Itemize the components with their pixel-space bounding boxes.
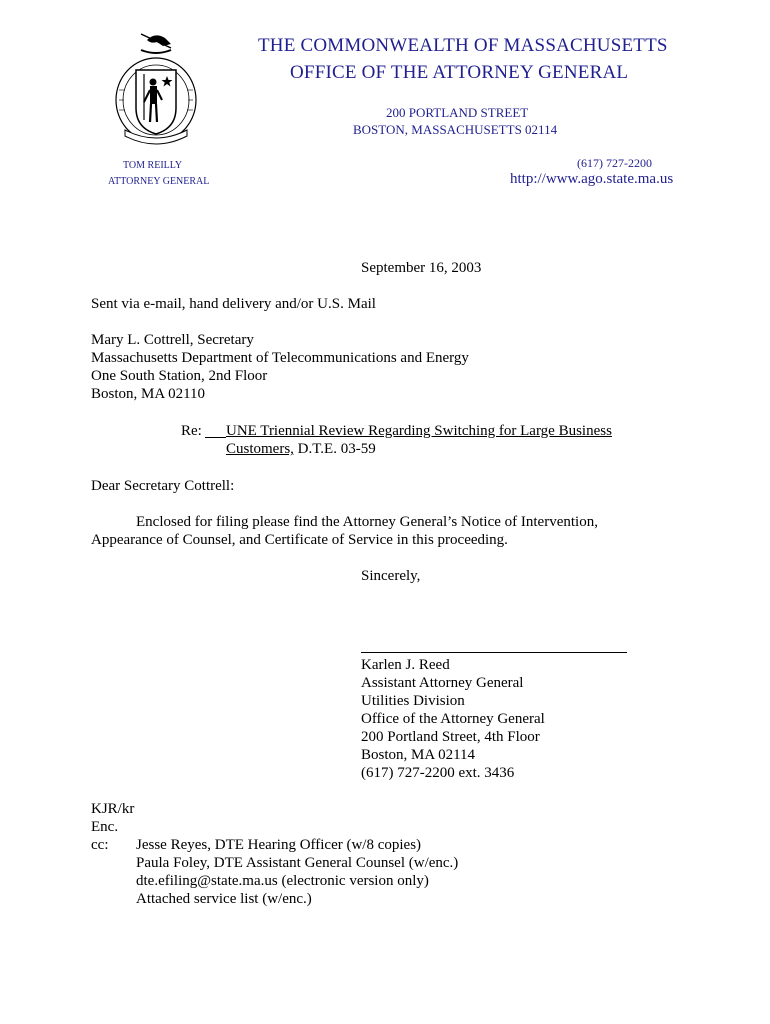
signature-line-text: (617) 727-2200 ext. 3436 bbox=[361, 765, 515, 781]
cc-item: Paula Foley, DTE Assistant General Counsel (w/enc.) bbox=[136, 855, 459, 871]
signature-block bbox=[361, 656, 545, 782]
cc-item: dte.efiling@state.ma.us (electronic version only) bbox=[136, 873, 429, 889]
re-subject-docket: D.T.E. 03-59 bbox=[293, 441, 376, 457]
recipient-block bbox=[91, 331, 469, 403]
signature-line-text: Assistant Attorney General bbox=[361, 675, 524, 691]
attorney-general-name: TOM REILLY bbox=[123, 160, 183, 171]
cc-label: cc: bbox=[91, 837, 109, 853]
attorney-general-title: ATTORNEY GENERAL bbox=[108, 176, 210, 187]
letterhead-website[interactable]: http://www.ago.state.ma.us bbox=[510, 171, 674, 187]
signature-line-text: Karlen J. Reed bbox=[361, 657, 450, 673]
letterhead-title-line1: THE COMMONWEALTH OF MASSACHUSETTS bbox=[258, 35, 668, 56]
recipient-line: Boston, MA 02110 bbox=[91, 386, 206, 402]
signature-line-text: 200 Portland Street, 4th Floor bbox=[361, 729, 540, 745]
body-paragraph-line2: Appearance of Counsel, and Certificate of Service in this proceeding. bbox=[91, 532, 508, 548]
re-label: Re: bbox=[181, 423, 202, 439]
re-subject bbox=[226, 422, 612, 458]
recipient-line: Mary L. Cottrell, Secretary bbox=[91, 332, 254, 348]
cc-list bbox=[136, 836, 458, 908]
signature-line-text: Office of the Attorney General bbox=[361, 711, 545, 727]
initials: KJR/kr bbox=[91, 801, 135, 817]
letterhead-title-line2: OFFICE OF THE ATTORNEY GENERAL bbox=[290, 62, 629, 83]
recipient-line: One South Station, 2nd Floor bbox=[91, 368, 268, 384]
re-rule bbox=[205, 437, 226, 438]
recipient-line: Massachusetts Department of Telecommunications and Energy bbox=[91, 350, 469, 366]
re-subject-line2-underlined: Customers, bbox=[226, 441, 294, 457]
body-paragraph-line1: Enclosed for filing please find the Attorney General’s Notice of Intervention, bbox=[136, 514, 598, 530]
cc-item: Jesse Reyes, DTE Hearing Officer (w/8 copies) bbox=[136, 837, 422, 853]
signature-line bbox=[361, 652, 627, 653]
state-seal-icon bbox=[111, 30, 201, 150]
salutation: Dear Secretary Cottrell: bbox=[91, 478, 235, 494]
letterhead-phone: (617) 727-2200 bbox=[577, 156, 652, 170]
cc-item: Attached service list (w/enc.) bbox=[136, 891, 312, 907]
enclosure-note: Enc. bbox=[91, 819, 119, 835]
closing: Sincerely, bbox=[361, 568, 421, 584]
re-subject-line1: UNE Triennial Review Regarding Switching for Large Business bbox=[226, 423, 612, 439]
letterhead-street: 200 PORTLAND STREET bbox=[386, 105, 529, 120]
letter-date: September 16, 2003 bbox=[361, 260, 482, 276]
signature-line-text: Utilities Division bbox=[361, 693, 465, 709]
signature-line-text: Boston, MA 02114 bbox=[361, 747, 476, 763]
delivery-note: Sent via e-mail, hand delivery and/or U.S. Mail bbox=[91, 296, 376, 312]
letterhead-city: BOSTON, MASSACHUSETTS 02114 bbox=[353, 122, 558, 137]
